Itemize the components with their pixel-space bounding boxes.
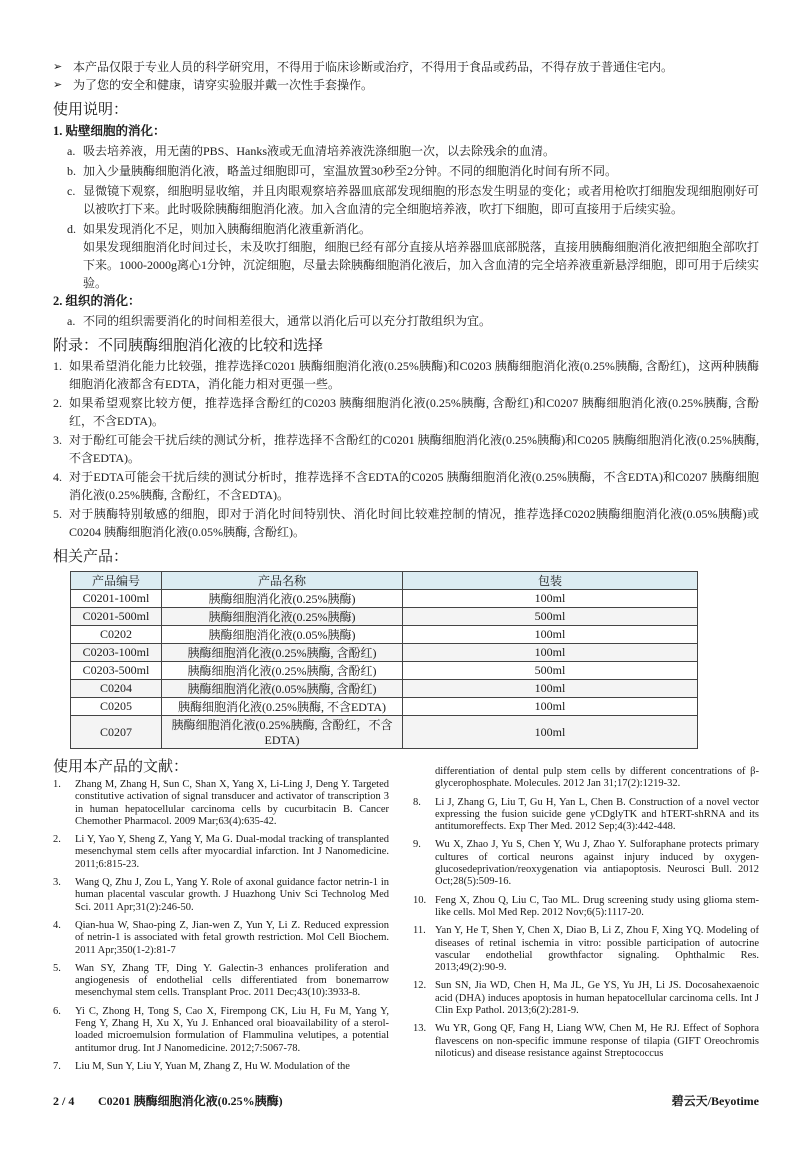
table-row [71,716,698,749]
cell-pack: 100ml [403,626,698,644]
cell-pack: 100ml [403,680,698,698]
list-item [413,895,759,920]
item-text: Zhang M, Zhang H, Sun C, Shan X, Yang X, Li-Ling J, Deng Y. Targeted constitutive activation of signal transducer and activator of transcription 3 in human hepatocellular carcinoma cells by cucurbitacin B. Cancer Chemother Pharmacol. 2009 Mar;63(4):635-42. [75,779,389,827]
col-header-code: 产品编号 [71,572,162,590]
cell-pack: 100ml [403,644,698,662]
cell-code: C0205 [71,698,162,716]
cell-code: C0201-500ml [71,608,162,626]
list-item [413,925,759,974]
table-row [71,608,698,626]
notice-text: 为了您的安全和健康，请穿实验服并戴一次性手套操作。 [73,78,374,92]
list-item [53,877,389,914]
item-number: 4. [53,470,62,484]
item-text: Wang Q, Zhu J, Zou L, Yang Y. Role of axonal guidance factor netrin-1 in human placental vascular growth. J Huazhong Univ Sci Technolog Med Sci. 2011 Apr;31(2):246-50. [75,877,389,913]
item-number: 13. [413,1023,427,1035]
cell-code: C0201-100ml [71,590,162,608]
arrow-bullet-icon: ➢ [53,61,63,73]
item-text: Li Y, Yao Y, Sheng Z, Yang Y, Ma G. Dual-modal tracking of transplanted mesenchymal stem cells after myocardial infarction. Int J Nanomedicine. 2011;6:815-23. [75,834,389,870]
table-row [71,644,698,662]
cell-code: C0204 [71,680,162,698]
references-section [53,757,759,1079]
list-item [53,162,759,180]
cell-name: 胰酶细胞消化液(0.25%胰酶, 含酚红，不含EDTA) [162,716,403,749]
item-text: 对于酚红可能会干扰后续的测试分析，推荐选择不含酚红的C0201 胰酶细胞消化液(0.25%胰酶)和C0205 胰酶细胞消化液(0.25%胰酶, 不含EDTA)。 [69,433,759,465]
appendix-heading: 附录：不同胰酶细胞消化液的比较和选择 [53,337,324,354]
cell-code: C0203-500ml [71,662,162,680]
list-item [53,834,389,871]
list-item [413,839,759,888]
list-item [53,963,389,1000]
cell-pack: 100ml [403,590,698,608]
item-text: 加入少量胰酶细胞消化液，略盖过细胞即可，室温放置30秒至2分钟。不同的细胞消化时间有所不同。 [83,164,618,178]
item-text: Wan SY, Zhang TF, Ding Y. Galectin-3 enhances proliferation and angiogenesis of endothelial cells differentiated from bonemarrow mesenchymal stem cells. Transplant Proc. 2011 Dec;43(10):3933-8. [75,962,389,999]
list-item [53,1061,389,1073]
appendix-section [53,336,759,541]
list-item [53,312,759,330]
table-row [71,590,698,608]
cell-name: 胰酶细胞消化液(0.25%胰酶) [162,590,403,608]
item-number: 3. [53,877,61,889]
footer-product: C0201 胰酶细胞消化液(0.25%胰酶) [98,1094,283,1109]
tissue-steps [53,312,759,330]
item-number: c. [67,184,76,198]
notice-item [53,76,759,94]
arrow-bullet-icon: ➢ [53,79,63,91]
item-number: a. [67,144,76,158]
item-text: 显微镜下观察，细胞明显收缩，并且肉眼观察培养器皿底部发现细胞的形态发生明显的变化；或者用枪吹打细胞发现细胞刚好可以被吹打下来。此时吸除胰酶细胞消化液。加入含血清的完全细胞培养液，吹打下细胞，即可直接用于后续实验。 [83,184,759,216]
products-table [70,571,698,749]
item-number: 10. [413,894,427,906]
list-item [53,431,759,467]
item-text: Liu M, Sun Y, Liu Y, Yuan M, Zhang Z, Hu W. Modulation of the [75,1060,350,1072]
adherent-heading: 1. 贴壁细胞的消化： [53,124,166,138]
list-item [53,220,759,238]
item-number: 7. [53,1060,61,1072]
item-number: 1. [53,359,62,373]
table-row [71,626,698,644]
footer [53,1093,759,1109]
list-item [53,779,389,828]
item-number: 3. [53,433,62,447]
references-right-column [413,757,759,1079]
usage-section [53,100,759,330]
list-item [413,980,759,1017]
item-text: Feng X, Zhou Q, Liu C, Tao ML. Drug screening study using glioma stem-like cells. Mol Med Rep. 2012 Nov;6(5):1117-20. [435,894,759,918]
item-text: 如果发现消化不足，则加入胰酶细胞消化液重新消化。 [83,222,372,236]
list-item [53,142,759,160]
item-number: 1. [53,779,61,790]
item-number: 5. [53,962,61,974]
col-header-name: 产品名称 [162,572,403,590]
products-heading: 相关产品： [53,548,129,565]
item-number: 5. [53,507,62,521]
cell-name: 胰酶细胞消化液(0.25%胰酶, 不含EDTA) [162,698,403,716]
table-row [71,698,698,716]
item-number: 2. [53,396,62,410]
notice-item [53,58,759,76]
notice-text: 本产品仅限于专业人员的科学研究用，不得用于临床诊断或治疗，不得用于食品或药品，不得存放于普通住宅内。 [73,60,674,74]
table-row [71,662,698,680]
item-number: a. [67,314,76,328]
item-text: Yi C, Zhong H, Tong S, Cao X, Firempong CK, Liu H, Fu M, Yang Y, Feng Y, Zhang H, Xu X, Yu J. Enhanced oral bioavailability of a sterol-loaded microemulsion formulation of Flammulina velutipes, a potential antitumor drug. Int J Nanomedicine. 2012;7:5067-78. [75,1005,389,1054]
list-item [53,182,759,218]
item-number: 12. [413,980,427,992]
col-header-pack: 包装 [403,572,698,590]
item-text: Wu YR, Gong QF, Fang H, Liang WW, Chen M, He RJ. Effect of Sophora flavescens on non-specific immune response of tilapia (GIFT Oreochromis niloticus) and disease resistance against Streptococcus [435,1023,759,1059]
footer-brand: 碧云天/Beyotime [671,1094,759,1109]
item-text: 对于EDTA可能会干扰后续的测试分析时，推荐选择不含EDTA的C0205 胰酶细胞消化液(0.25%胰酶，不含EDTA)和C0207 胰酶细胞消化液(0.25%胰酶, 含酚红，不含EDTA)。 [69,470,759,502]
cell-code: C0202 [71,626,162,644]
cell-pack: 500ml [403,662,698,680]
products-section [53,547,759,749]
cell-name: 胰酶细胞消化液(0.25%胰酶) [162,608,403,626]
table-row [71,680,698,698]
list-item [413,1023,759,1060]
item-text: Qian-hua W, Shao-ping Z, Jian-wen Z, Yun Y, Li Z. Reduced expression of netrin-1 is associated with fetal growth restriction. Mol Cell Biochem. 2011 Apr;350(1-2):81-7 [75,919,389,956]
cell-code: C0207 [71,716,162,749]
cell-pack: 100ml [403,716,698,749]
item-number: 4. [53,919,61,931]
item-number: 2. [53,834,61,846]
list-item [413,797,759,834]
item-text: 对于胰酶特别敏感的细胞，即对于消化时间特别快、消化时间比较难控制的情况，推荐选择C0202胰酶细胞消化液(0.05%胰酶)或C0204 胰酶细胞消化液(0.05%胰酶, 含酚红)。 [69,507,759,539]
cell-pack: 100ml [403,698,698,716]
list-item [53,920,389,957]
list-item [53,1006,389,1055]
adherent-steps [53,142,759,238]
cell-pack: 500ml [403,608,698,626]
step-d-extra: 如果发现细胞消化时间过长，未及吹打细胞，细胞已经有部分直接从培养器皿底部脱落，直接用胰酶细胞消化液把细胞全部吹打下来。1000-2000g离心1分钟，沉淀细胞，尽量去除胰酶细胞消化液后，加入含血清的完全培养液重新悬浮细胞，即可用于后续实验。 [83,240,760,290]
cell-name: 胰酶细胞消化液(0.25%胰酶, 含酚红) [162,644,403,662]
item-text: 如果希望观察比较方便，推荐选择含酚红的C0203 胰酶细胞消化液(0.25%胰酶, 含酚红)和C0207 胰酶细胞消化液(0.25%胰酶, 含酚红，不含EDTA)。 [69,396,759,428]
references-left-column [53,757,389,1079]
cell-name: 胰酶细胞消化液(0.05%胰酶) [162,626,403,644]
item-number: 11. [413,925,426,937]
item-text: 如果希望消化能力比较强，推荐选择C0201 胰酶细胞消化液(0.25%胰酶)和C0203 胰酶细胞消化液(0.25%胰酶, 含酚红)，这两种胰酶细胞消化液都含有EDTA，消化能力相对更强一些。 [69,359,759,391]
usage-heading: 使用说明： [53,101,129,118]
cell-code: C0203-100ml [71,644,162,662]
cell-name: 胰酶细胞消化液(0.25%胰酶, 含酚红) [162,662,403,680]
list-item [53,505,759,541]
item-text: 吸去培养液，用无菌的PBS、Hanks液或无血清培养液洗涤细胞一次，以去除残余的血清。 [83,144,556,158]
item-text: Wu X, Zhao J, Yu S, Chen Y, Wu J, Zhao Y. Sulforaphane protects primary cultures of cortical neurons against injury induced by oxygen-glucosedeprivation/reoxygenation via antiapoptosis. Neurosci Bull. 2012 Oct;28(5):509-16. [435,839,759,888]
item-text: Li J, Zhang G, Liu T, Gu H, Yan L, Chen B. Construction of a novel vector expressing the fusion suicide gene yCDglyTK and hTERT-shRNA and its antitumoreffects. Exp Ther Med. 2012 Sep;4(3):442-448. [435,796,759,833]
item-number: 8. [413,796,421,808]
notices [53,58,759,94]
list-item [53,394,759,430]
item-number: d. [67,222,76,236]
footer-page: 2 / 4 [53,1094,75,1109]
item-text: Sun SN, Jia WD, Chen H, Ma JL, Ge YS, Yu JH, Li JS. Docosahexaenoic acid (DHA) induces apoptosis in human hepatocellular carcinoma cells. Int J Clin Exp Pathol. 2013;6(2):281-9. [435,980,759,1017]
item-text: 不同的组织需要消化的时间相差很大，通常以消化后可以充分打散组织为宜。 [83,314,492,328]
item-number: b. [67,164,76,178]
reference-continuation: differentiation of dental pulp stem cells by different concentrations of β-glycerophosphate. Molecules. 2012 Jan 31;17(2):1219-32. [435,766,759,790]
references-heading: 使用本产品的文献： [53,758,189,775]
appendix-list [53,357,759,541]
cell-name: 胰酶细胞消化液(0.05%胰酶, 含酚红) [162,680,403,698]
tissue-heading: 2. 组织的消化： [53,294,141,308]
item-number: 6. [53,1005,61,1017]
item-text: Yan Y, He T, Shen Y, Chen X, Diao B, Li Z, Zhou F, Xing YQ. Modeling of diseases of retinal ischemia in vitro: possible participation of autocrine vascular endothelial growthfactor signaling. Ophthalmic Res. 2013;49(2):90-9. [435,925,759,974]
list-item [53,357,759,393]
item-number: 9. [413,839,421,851]
list-item [53,468,759,504]
